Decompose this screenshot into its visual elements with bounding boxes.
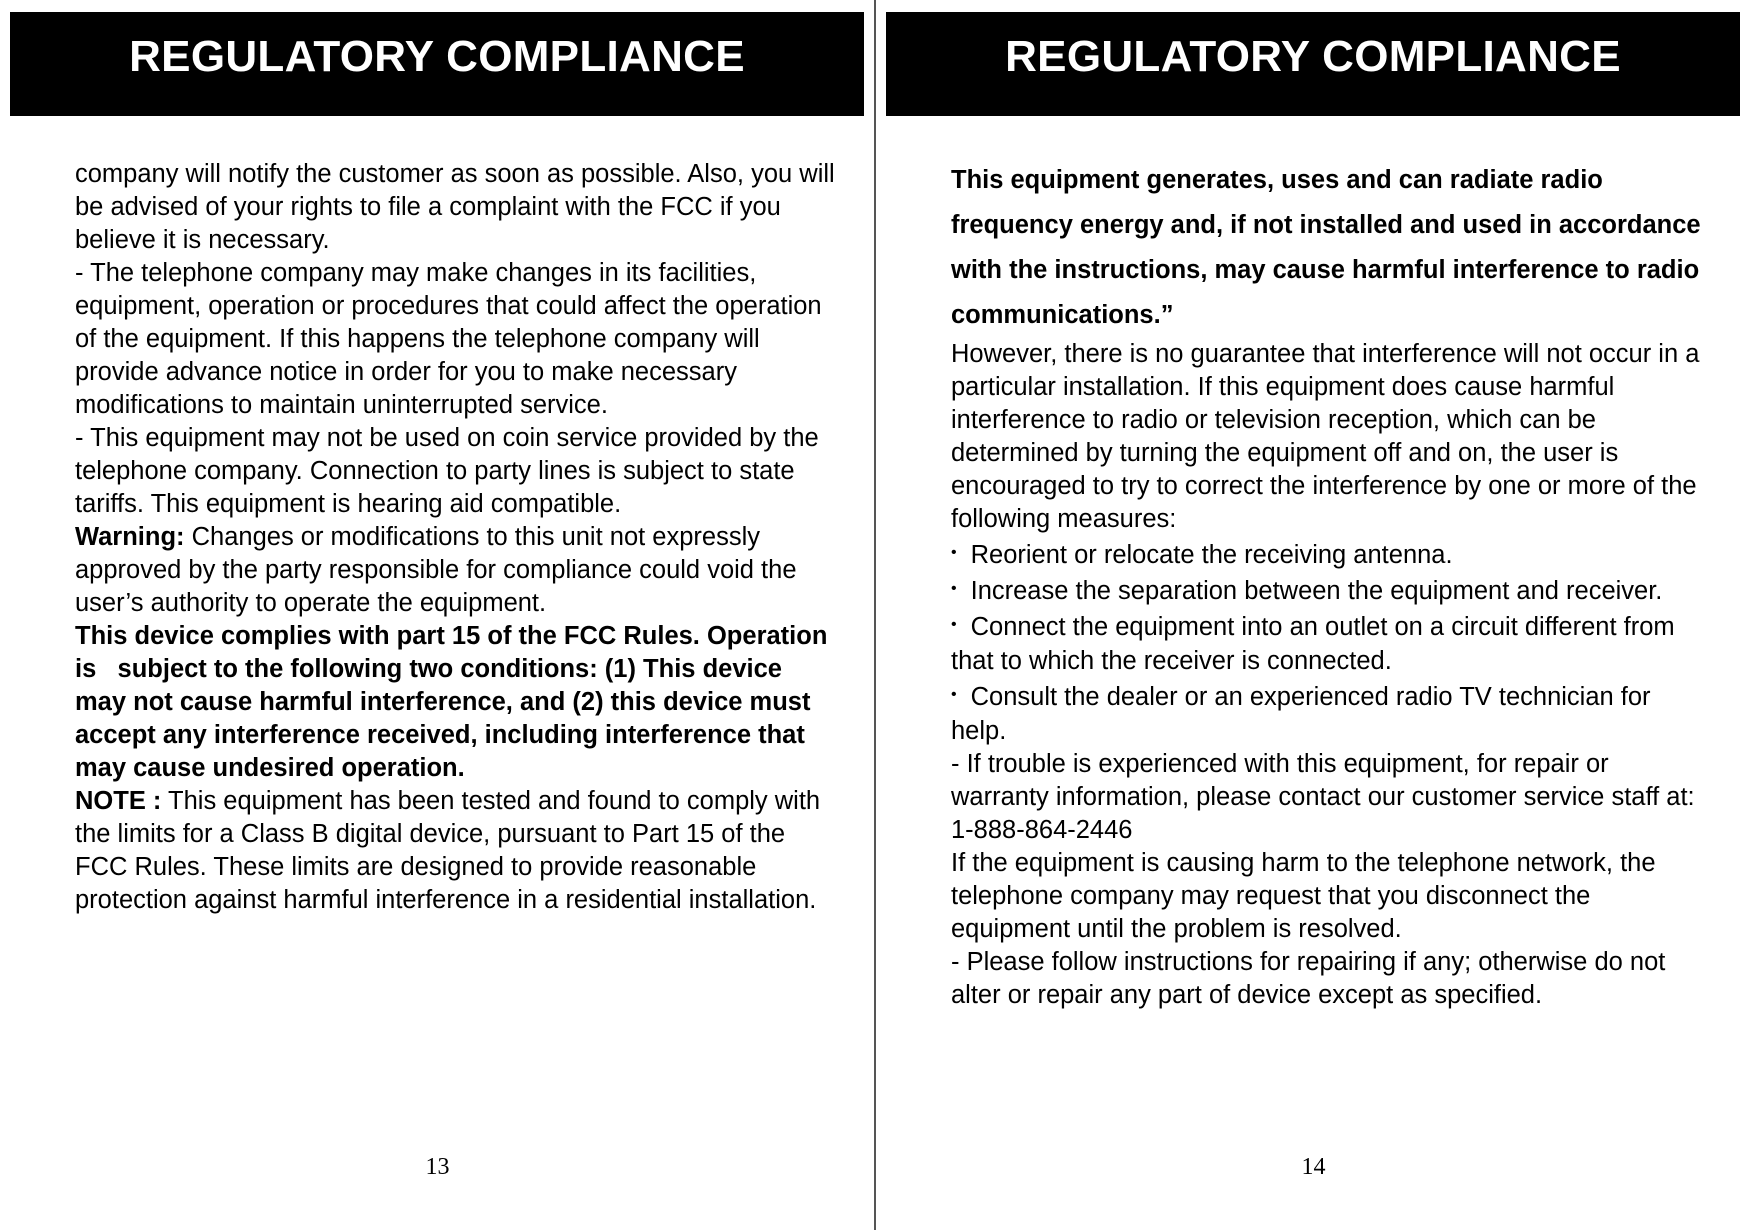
left-page-header: REGULATORY COMPLIANCE <box>10 12 864 116</box>
note-paragraph <box>75 785 835 917</box>
fcc-statement: This device complies with part 15 of the FCC Rules. Operation is subject to the following two conditions: (1) This device may not cause harmful interference, and (2) this device must accept any interference received, including interference that may cause undesired operation. <box>75 622 828 782</box>
trouble-paragraph: - If trouble is experienced with this equipment, for repair or warranty information, please contact our customer service staff at: 1-888-864-2446 <box>951 750 1695 844</box>
harm-paragraph: If the equipment is causing harm to the telephone network, the telephone company may request that you disconnect the equipment until the problem is resolved. <box>951 849 1656 943</box>
bullet-text: Connect the equipment into an outlet on a circuit different from that to which the receiver is connected. <box>951 613 1675 675</box>
bullet-icon: • <box>951 580 957 597</box>
repair-paragraph: - Please follow instructions for repairing if any; otherwise do not alter or repair any part of device except as specified. <box>951 948 1666 1009</box>
warning-paragraph <box>75 521 835 620</box>
bullet-icon: • <box>951 544 957 561</box>
guarantee-paragraph: However, there is no guarantee that interference will not occur in a particular installation. If this equipment does cause harmful interference to radio or television reception, which can be determined by turning the equipment off and on, the user is encouraged to try to correct the interference by one or more of the following measures: <box>951 340 1700 533</box>
bullet-item <box>951 536 1711 572</box>
bullet-item <box>951 608 1711 678</box>
right-page-content <box>951 158 1711 1012</box>
bullet-text: Consult the dealer or an experienced radio TV technician for help. <box>951 683 1651 745</box>
bullet-text: Increase the separation between the equipment and receiver. <box>970 577 1663 605</box>
bullet-icon: • <box>951 686 957 703</box>
note-label: NOTE : <box>75 787 162 815</box>
radiation-statement: This equipment generates, uses and can radiate radio frequency energy and, if not installed and used in accordance with the instructions, may cause harmful interference to radio communications.” <box>951 166 1701 329</box>
page-number-right: 14 <box>1301 1154 1326 1180</box>
left-paragraph-3: - This equipment may not be used on coin service provided by the telephone company. Connection to party lines is subject to state tariffs. This equipment is hearing aid compatible. <box>75 424 819 518</box>
left-paragraph-1: company will notify the customer as soon as possible. Also, you will be advised of your rights to file a complaint with the FCC if you believe it is necessary. <box>75 160 835 254</box>
right-page-header: REGULATORY COMPLIANCE <box>886 12 1740 116</box>
warning-text: Changes or modifications to this unit not expressly approved by the party responsible for compliance could void the user’s authority to operate the equipment. <box>75 523 797 617</box>
bullet-text: Reorient or relocate the receiving antenna. <box>970 541 1453 569</box>
warning-label: Warning: <box>75 523 185 551</box>
page-number-left: 13 <box>425 1154 450 1180</box>
bullet-icon: • <box>951 616 957 633</box>
left-page <box>0 0 875 1230</box>
left-paragraph-2: - The telephone company may make changes in its facilities, equipment, operation or procedures that could affect the operation of the equipment. If this happens the telephone company will provide advance notice in order for you to make necessary modifications to maintain uninterrupted service. <box>75 259 822 419</box>
right-page <box>876 0 1751 1230</box>
note-text: This equipment has been tested and found to comply with the limits for a Class B digital device, pursuant to Part 15 of the FCC Rules. These limits are designed to provide reasonable protection against harmful interference in a residential installation. <box>75 787 821 914</box>
bullet-item <box>951 678 1711 748</box>
bullet-item <box>951 572 1711 608</box>
left-page-content <box>75 158 835 917</box>
